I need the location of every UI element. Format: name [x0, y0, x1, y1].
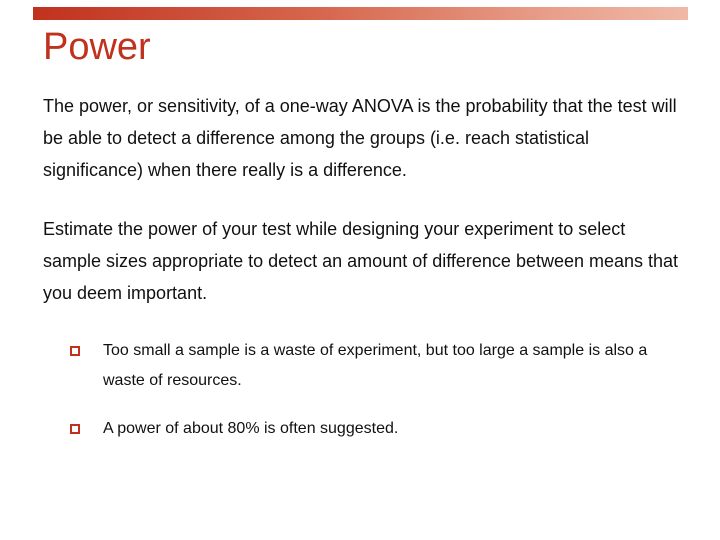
hollow-square-bullet-icon [70, 424, 80, 434]
hollow-square-bullet-icon [70, 346, 80, 356]
header-accent-bar [33, 7, 688, 20]
bullet-list [70, 336, 690, 444]
paragraph-power-definition: The power, or sensitivity, of a one-way ANOVA is the probability that the test will be able to detect a difference among the groups (i.e. reach statistical significance) when there really is a difference. [43, 96, 677, 180]
bullet-item-sample-size [70, 336, 690, 396]
paragraph-estimate-power: Estimate the power of your test while designing your experiment to select sample sizes appropriate to detect an amount of difference between means that you deem important. [43, 219, 679, 303]
bullet-text: A power of about 80% is often suggested. [103, 420, 399, 437]
bullet-item-power-80 [70, 414, 690, 444]
bullet-text: Too small a sample is a waste of experiment, but too large a sample is also a waste of resources. [103, 342, 648, 389]
slide-title: Power [43, 26, 151, 68]
